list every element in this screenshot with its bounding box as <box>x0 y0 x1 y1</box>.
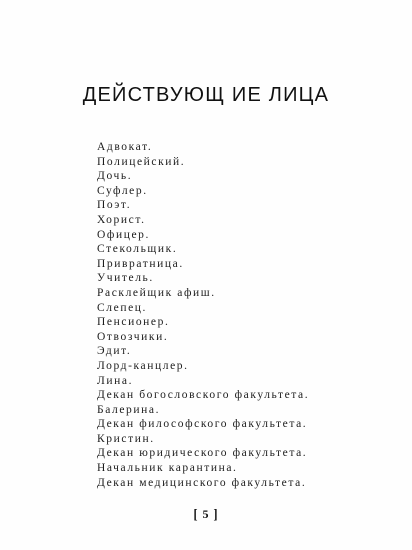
list-item: Эдит. <box>97 345 132 358</box>
list-item: Хорист. <box>97 213 146 226</box>
right-bracket: ] <box>213 505 219 522</box>
left-bracket: [ <box>193 505 199 522</box>
page-number-value: 5 <box>202 507 210 521</box>
list-item: Декан юридического факультета. <box>97 447 308 460</box>
list-item: Балерина. <box>97 403 161 416</box>
list-item: Поэт. <box>97 199 132 212</box>
list-item: Лорд-канцлер. <box>97 359 189 372</box>
list-item: Декан философского факультета. <box>97 418 308 431</box>
list-item: Привратница. <box>97 257 184 270</box>
list-item: Пенсионер. <box>97 316 170 329</box>
page-title: ДЕЙСТВУЮЩ ИЕ ЛИЦА <box>82 84 330 106</box>
list-item: Полицейский. <box>97 155 186 168</box>
list-item: Адвокат. <box>97 141 153 153</box>
page-number <box>0 507 412 522</box>
list-item: Отвозчики. <box>97 330 169 343</box>
list-item: Расклейщик афиш. <box>97 286 216 299</box>
list-item: Учитель. <box>97 272 154 285</box>
list-item: Начальник карантина. <box>97 462 238 475</box>
list-item: Дочь. <box>97 170 133 183</box>
list-item: Декан медицинского факультета. <box>97 476 307 489</box>
list-item: Слепец. <box>97 301 148 314</box>
list-item: Лина. <box>97 374 134 387</box>
list-item: Офицер. <box>97 228 150 241</box>
character-list <box>97 140 309 490</box>
list-item: Декан богословского факультета. <box>97 389 310 402</box>
list-item: Кристин. <box>97 432 155 445</box>
list-item: Стекольщик. <box>97 243 178 256</box>
list-item: Суфлер. <box>97 184 148 197</box>
